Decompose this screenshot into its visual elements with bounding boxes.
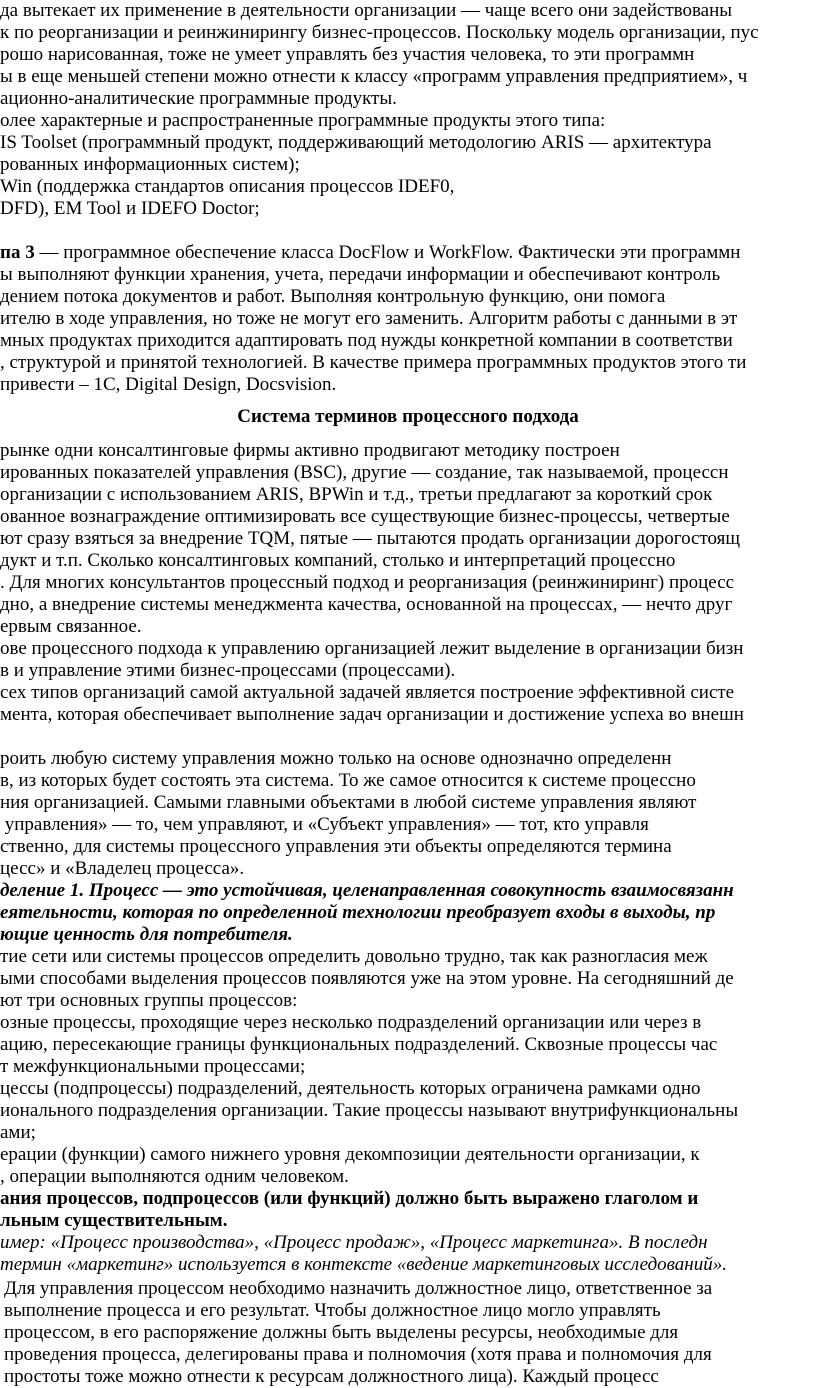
text-line: выполнение процесса и его результат. Чтобы должностное лицо могло управлять bbox=[4, 1300, 661, 1321]
text-line: цессы (подпроцессы) подразделений, деятельность которых ограничена рамками одно bbox=[0, 1078, 701, 1099]
text-line: ами; bbox=[0, 1122, 36, 1143]
text-line: рованных информационных систем); bbox=[0, 154, 300, 175]
text-line: IS Toolset (программный продукт, поддерживающий методологию ARIS — архитектура bbox=[0, 132, 712, 153]
text-line: ированных показателей управления (BSC), другие — создание, так называемой, процессн bbox=[0, 462, 729, 483]
definition-line: деление 1. Процесс — это устойчивая, целенаправленная совокупность взаимосвязанн bbox=[0, 880, 734, 901]
text-line: Для управления процессом необходимо назначить должностное лицо, ответственное за bbox=[4, 1278, 713, 1299]
text-line: ы в еще меньшей степени можно отнести к классу «программ управления предприятием», ч bbox=[0, 66, 748, 87]
text-line: сех типов организаций самой актуальной задачей является построение эффективной систе bbox=[0, 682, 735, 703]
text-line: , операции выполняются одним человеком. bbox=[0, 1166, 349, 1187]
text-line: ационно-аналитические программные продукты. bbox=[0, 88, 397, 109]
text-line: . Для многих консультантов процессный подход и реорганизация (реинжиниринг) процесс bbox=[0, 572, 735, 593]
text-line: DFD), EM Tool и IDEFO Doctor; bbox=[0, 198, 260, 219]
text-line: мента, которая обеспечивает выполнение задач организации и достижение успеха во внешн bbox=[0, 704, 744, 725]
text-line: ованное вознаграждение оптимизировать все существующие бизнес-процессы, четвертые bbox=[0, 506, 730, 527]
text-line: мных продуктах приходится адаптировать под нужды конкретной компании в соответстви bbox=[0, 330, 733, 351]
rule-line: льным существительным. bbox=[0, 1210, 228, 1231]
text-line: озные процессы, проходящие через несколько подразделений организации или через в bbox=[0, 1012, 702, 1033]
text-line: ния организацией. Самыми главными объектами в любой системе управления являют bbox=[0, 792, 697, 813]
text-line: , структурой и принятой технологией. В качестве примера программных продуктов этого ти bbox=[0, 352, 747, 373]
text-line: ерации (функции) самого нижнего уровня декомпозиции деятельности организации, к bbox=[0, 1144, 700, 1165]
text-line: к по реорганизации и реинжинирингу бизнес-процессов. Поскольку модель организации, пус bbox=[0, 22, 759, 43]
rule-line: ания процессов, подпроцессов (или функций) должно быть выражено глаголом и bbox=[0, 1188, 699, 1209]
text-line: дно, а внедрение системы менеджмента качества, основанной на процессах, — нечто друг bbox=[0, 594, 733, 615]
text-line: ионального подразделения организации. Такие процессы называют внутрифункциональны bbox=[0, 1100, 739, 1121]
text-line: ителю в ходе управления, но тоже не могут его заменить. Алгоритм работы с данными в эт bbox=[0, 308, 738, 329]
text-line: ют сразу взяться за внедрение TQM, пятые — пытаются продать организации дорогостоящ bbox=[0, 528, 741, 549]
text-line: цесс» и «Владелец процесса». bbox=[0, 858, 245, 879]
text-line: Win (поддержка стандартов описания процессов IDEF0, bbox=[0, 176, 455, 197]
text-line bbox=[0, 242, 740, 264]
text-line: процессом, в его распоряжение должны быть выделены ресурсы, необходимые для bbox=[4, 1322, 679, 1343]
text-line: дукт и т.п. Сколько консалтинговых компаний, столько и интерпретаций процессно bbox=[0, 550, 676, 571]
text-line: роить любую систему управления можно только на основе однозначно определенн bbox=[0, 748, 672, 769]
text-line: ственно, для системы процессного управления эти объекты определяются термина bbox=[0, 836, 672, 857]
definition-line: ющие ценность для потребителя. bbox=[0, 924, 293, 945]
text-line: ы выполняют функции хранения, учета, передачи информации и обеспечивают контроль bbox=[0, 264, 721, 285]
text-line: привести – 1С, Digital Design, Docsvision. bbox=[0, 374, 337, 395]
text-line: олее характерные и распространенные программные продукты этого типа: bbox=[0, 110, 606, 131]
text-line: в, из которых будет состоять эта система. То же самое относится к системе процессно bbox=[0, 770, 696, 791]
text-line: дением потока документов и работ. Выполняя контрольную функцию, они помога bbox=[0, 286, 666, 307]
text-line: ове процессного подхода к управлению организацией лежит выделение в организации бизн bbox=[0, 638, 744, 659]
text-line: т межфункциональными процессами; bbox=[0, 1056, 306, 1077]
text-line: организации с использованием ARIS, BPWin и т.д., третьи предлагают за короткий срок bbox=[0, 484, 713, 505]
text-line: ют три основных группы процессов: bbox=[0, 990, 298, 1011]
text-line: да вытекает их применение в деятельности организации — чаще всего они задействованы bbox=[0, 0, 733, 21]
text-line: тие сети или системы процессов определить довольно трудно, так как разногласия меж bbox=[0, 946, 708, 967]
example-line: имер: «Процесс производства», «Процесс продаж», «Процесс маркетинга». В последн bbox=[0, 1232, 708, 1253]
example-line: термин «маркетинг» используется в контексте «ведение маркетинговых исследований». bbox=[0, 1254, 727, 1275]
text-line: ервым связанное. bbox=[0, 616, 142, 637]
text-line: рошо нарисованная, тоже не умеет управлять без участия человека, то эти программн bbox=[0, 44, 695, 65]
text-span: — программное обеспечение класса DocFlow и WorkFlow. Фактически эти программн bbox=[34, 242, 741, 263]
text-line: ацию, пересекающие границы функциональных подразделений. Сквозные процессы час bbox=[0, 1034, 718, 1055]
definition-line: еятельности, которая по определенной технологии преобразует входы в выходы, пр bbox=[0, 902, 716, 923]
text-line: ыми способами выделения процессов появляются уже на этом уровне. На сегодняшний де bbox=[0, 968, 734, 989]
section-heading: Система терминов процессного подхода bbox=[237, 406, 579, 427]
text-line: рынке одни консалтинговые фирмы активно продвигают методику построен bbox=[0, 440, 620, 461]
text-line: проведения процесса, делегированы права и полномочия (хотя права и полномочия для bbox=[4, 1344, 712, 1365]
text-line: в и управление этими бизнес-процессами (процессами). bbox=[0, 660, 456, 681]
text-line: простоты тоже можно отнести к ресурсам должностного лица). Каждый процесс bbox=[4, 1366, 659, 1387]
type-label: па 3 bbox=[0, 242, 35, 263]
text-line: управления» — то, чем управляют, и «Субъект управления» — тот, кто управля bbox=[0, 814, 649, 835]
